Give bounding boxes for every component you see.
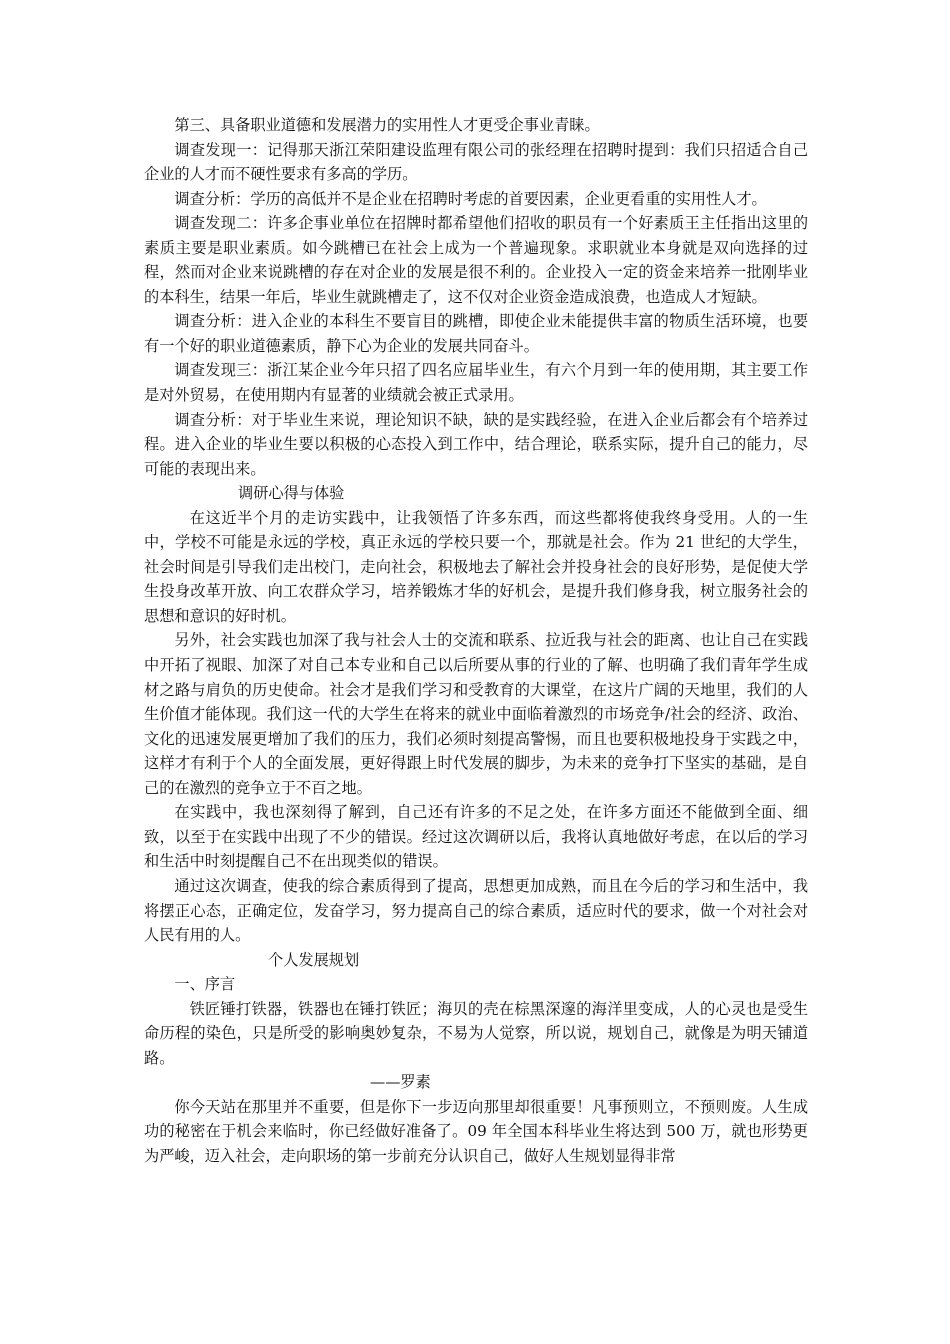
document-page — [144, 113, 808, 1169]
reflection-paragraph-4: 通过这次调查，使我的综合素质得到了提高，思想更加成熟，而且在今后的学习和生活中，我将摆正心态，正确定位，发奋学习，努力提高自己的综合素质，适应时代的要求，做一个对社会对人民有用的人。 — [144, 876, 808, 945]
analysis-3-paragraph: 调查分析：对于毕业生来说，理论知识不缺，缺的是实践经验，在进入企业后都会有个培养过程。进入企业的毕业生要以积极的心态投入到工作中，结合理论，联系实际，提升自己的能力，尽可能的表现出来。 — [144, 410, 808, 478]
reflection-paragraph-3: 在实践中，我也深刻得了解到，自己还有许多的不足之处，在许多方面还不能做到全面、细致，以至于在实践中出现了不少的错误。经过这次调研以后，我将认真地做好考虑，在以后的学习和生活中时刻提醒自己不在出现类似的错误。 — [144, 803, 808, 871]
finding-2-paragraph: 调查发现二：许多企事业单位在招牌时都希望他们招收的职员有一个好素质王主任指出这里的素质主要是职业素质。如今跳槽已在社会上成为一个普遍现象。求职就业本身就是双向选择的过程，然而对企业来说跳槽的存在对企业的发展是很不利的。企业投入一定的资金来培养一批刚毕业的本科生，结果一年后，毕业生就跳槽走了，这不仅对企业资金造成浪费，也造成人才短缺。 — [144, 214, 808, 306]
section-three-title: 第三、具备职业道德和发展潜力的实用性人才更受企事业青睐。 — [174, 116, 600, 134]
preface-heading: 一、序言 — [174, 975, 236, 994]
finding-3-paragraph: 调查发现三：浙江某企业今年只招了四名应届毕业生，有六个月到一年的使用期，其主要工作是对外贸易，在使用期内有显著的业绩就会被正式录用。 — [144, 361, 808, 405]
reflection-paragraph-1: 在这近半个月的走访实践中，让我领悟了许多东西，而这些都将使我终身受用。人的一生中，学校不可能是永远的学校，真正永远的学校只要一个，那就是社会。作为 21 世纪的大学生，社会时间是引导我们走出校门，走向社会，积极地去了解社会并投身社会的良好形势，是促使大学生投身改革开放、向工农群众学习，培养锻炼才华的好机会，是提升我们修身我，树立服务社会的思想和意识的好时机。 — [144, 508, 808, 625]
plan-paragraph-1: 你今天站在那里并不重要，但是你下一步迈向那里却很重要！凡事预则立，不预则废。人生成功的秘密在于机会来临时，你已经做好准备了。09 年全国本科毕业生将达到 500 万，就也形势更为严峻，迈入社会，走向职场的第一步前充分认识自己，做好人生规划显得非常 — [144, 1097, 808, 1165]
reflection-paragraph-2: 另外，社会实践也加深了我与社会人士的交流和联系、拉近我与社会的距离、也让自己在实践中开拓了视眼、加深了对自己本专业和自己以后所要从事的行业的了解、也明确了我们青年学生成材之路与肩负的历史使命。社会才是我们学习和受教育的大课堂，在这片广阔的天地里，我们的人生价值才能体现。我们这一代的大学生在将来的就业中面临着激烈的市场竞争/社会的经济、政治、文化的迅速发展更增加了我们的压力，我们必须时刻提高警惕，而且也要积极地投身于实践之中，这样才有利于个人的全面发展，更好得跟上时代发展的脚步，为未来的竞争打下坚实的基础，是自己的在激烈的竞争立于不百之地。 — [144, 631, 808, 797]
personal-plan-heading: 个人发展规划 — [268, 950, 360, 969]
quote-attribution: ——罗素 — [370, 1073, 431, 1092]
analysis-1-paragraph: 调查分析：学历的高低并不是企业在招聘时考虑的首要因素，企业更看重的实用性人才。 — [174, 189, 767, 208]
analysis-2-paragraph: 调查分析：进入企业的本科生不要盲目的跳槽，即使企业未能提供丰富的物质生活环境，也要有一个好的职业道德素质，静下心为企业的发展共同奋斗。 — [144, 312, 808, 355]
preface-quote: 铁匠锤打铁器，铁器也在锤打铁匠；海贝的壳在棕黑深邃的海洋里变成，人的心灵也是受生命历程的染色，只是所受的影响奥妙复杂，不易为人觉察，所以说，规划自己，就像是为明天铺道路。 — [144, 999, 808, 1067]
finding-1-paragraph: 调查发现一：记得那天浙江荣阳建设监理有限公司的张经理在招聘时提到：我们只招适合自己企业的人才而不硬性要求有多高的学历。 — [144, 140, 808, 184]
research-reflection-heading: 调研心得与体验 — [238, 484, 345, 503]
